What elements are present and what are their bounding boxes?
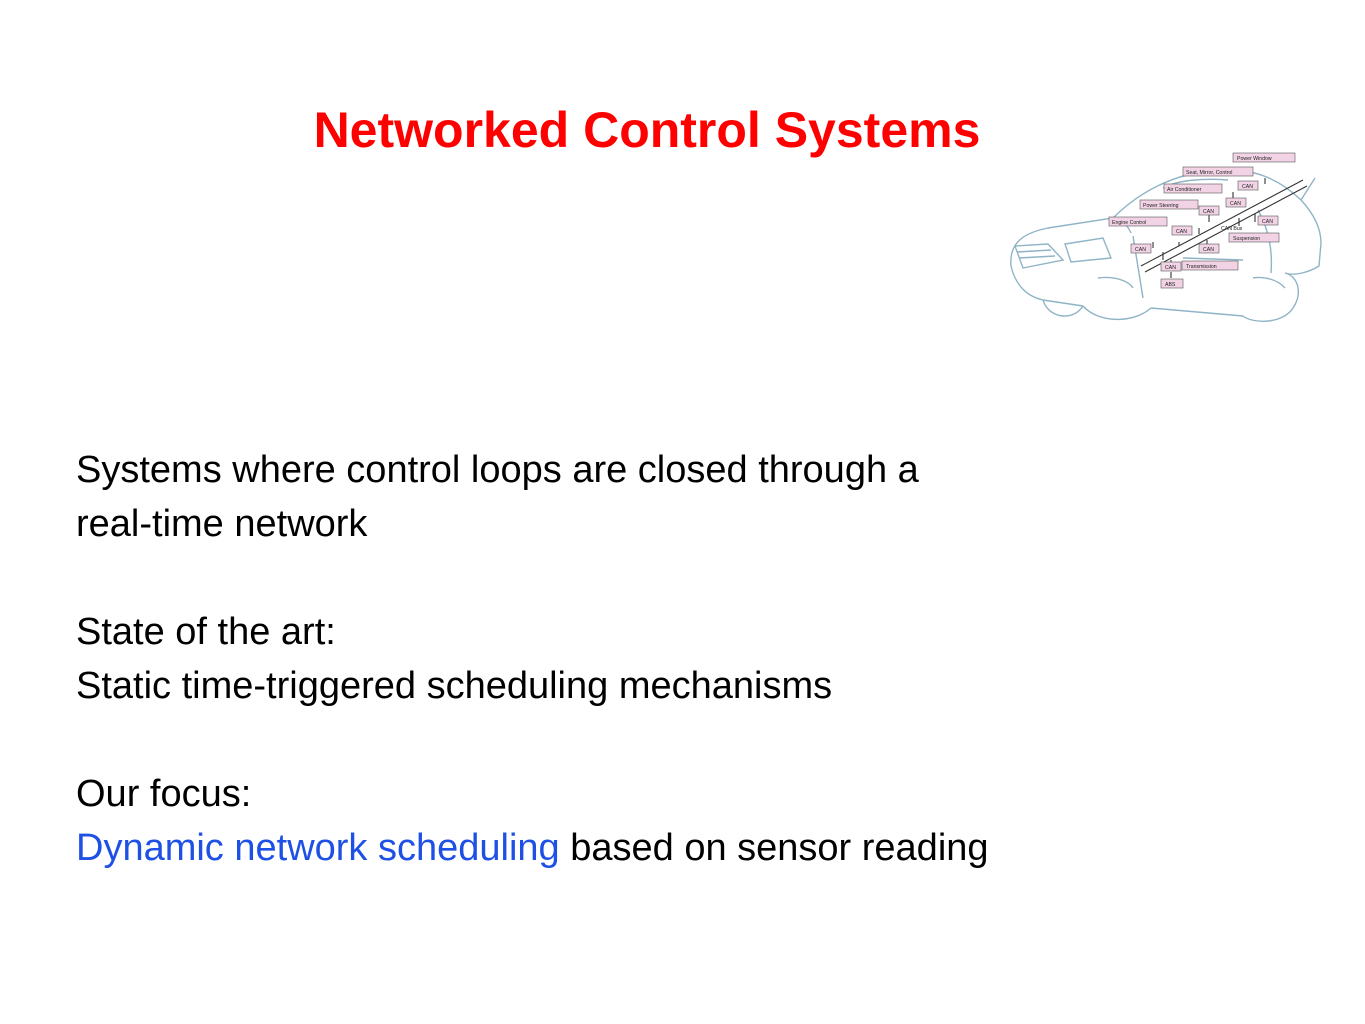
slide-body bbox=[76, 443, 1346, 875]
can-node-label: CAN bbox=[1230, 201, 1241, 207]
state-of-art-heading: State of the art: bbox=[76, 611, 336, 653]
state-of-art-text: Static time-triggered scheduling mechanisms bbox=[76, 665, 833, 707]
can-node-label: CAN bbox=[1165, 265, 1176, 271]
module-label-engine-control: Engine Control bbox=[1112, 220, 1147, 226]
module-label-can-bus: CAN Bus bbox=[1221, 226, 1243, 232]
body-line-definition-1: Systems where control loops are closed through a bbox=[76, 449, 919, 491]
can-node-label: CAN bbox=[1203, 209, 1214, 215]
module-label-seat-mirror: Seat, Mirror, Control bbox=[1186, 170, 1233, 176]
car-can-bus-diagram bbox=[1003, 148, 1325, 324]
body-line-definition-2: real-time network bbox=[76, 503, 368, 545]
focus-text bbox=[76, 821, 1346, 875]
module-label-transmission: Transmission bbox=[1186, 264, 1217, 270]
focus-rest: based on sensor reading bbox=[559, 827, 989, 869]
can-node-label: CAN bbox=[1135, 247, 1146, 253]
module-label-suspension: Suspension bbox=[1233, 236, 1261, 242]
module-label-power-window: Power Window bbox=[1237, 156, 1272, 162]
module-label-power-steering: Power Steering bbox=[1143, 203, 1179, 209]
can-node-label: CAN bbox=[1242, 184, 1253, 190]
slide-title: Networked Control Systems bbox=[313, 102, 981, 158]
can-node-label: CAN bbox=[1203, 247, 1214, 253]
focus-highlight: Dynamic network scheduling bbox=[76, 827, 560, 869]
can-node-label: CAN bbox=[1262, 219, 1273, 225]
module-label-abs: ABS bbox=[1165, 282, 1176, 288]
focus-heading: Our focus: bbox=[76, 773, 252, 815]
can-node-label: CAN bbox=[1176, 229, 1187, 235]
module-label-air-conditioner: Air Conditioner bbox=[1167, 187, 1202, 193]
